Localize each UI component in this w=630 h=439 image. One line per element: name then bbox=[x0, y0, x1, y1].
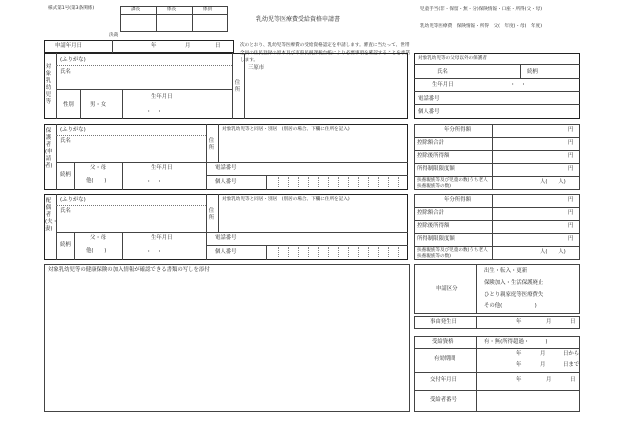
office-validity-label: 有効期間 bbox=[434, 356, 456, 362]
spouse-income-unit: 円 bbox=[568, 197, 574, 203]
guardian-birth-label: 生年月日 bbox=[432, 82, 454, 88]
child-section-label: 対象乳幼児等 bbox=[45, 64, 52, 105]
office-occurrence-year: 年 bbox=[516, 319, 522, 325]
office-issue-date-label: 交付年月日 bbox=[430, 377, 457, 383]
stamp-label-staff: 係員 bbox=[203, 7, 213, 12]
doc-type-child-allowance: 児童手当(非・保留・無・分)保険情報・口座・所得(父・母) bbox=[420, 7, 543, 12]
guardian-birth-separators: ・ ・ bbox=[510, 82, 527, 88]
office-reason-option-3[interactable]: ひとり親家庭等医療費失 bbox=[484, 292, 544, 298]
applicant-income-limit-label: 所得制限限度額 bbox=[417, 166, 455, 172]
form-number: 様式第1号(第3条関係) bbox=[48, 6, 95, 11]
spouse-furigana-label: (ふりがな) bbox=[60, 197, 86, 203]
insurance-note: 対象乳幼児等の健康保険の加入情報が確認できる書類の写しを添付 bbox=[48, 267, 210, 273]
applicant-name-label: 氏名 bbox=[60, 138, 71, 144]
spouse-deduction-unit: 円 bbox=[568, 210, 574, 216]
office-occurrence-day: 日 bbox=[570, 319, 576, 325]
office-recipient-number-label: 受給者番号 bbox=[430, 397, 457, 403]
applicant-birth-label: 生年月日 bbox=[151, 165, 173, 171]
spouse-deduction-label: 控除額合計 bbox=[417, 210, 444, 216]
applicant-dependents-unit: 人( 人) bbox=[540, 179, 566, 185]
applicant-income-unit: 円 bbox=[568, 127, 574, 133]
stamp-label-subchief: 係長 bbox=[167, 7, 177, 12]
form-title: 乳幼児等医療費受給資格申請書 bbox=[256, 16, 341, 23]
doc-type-medical: 乳幼児等医療費 保険情報・所得 父( 年度)・母( 年度) bbox=[420, 24, 543, 29]
guardian-section-label: 対象乳幼児等の父母以外の保護者 bbox=[418, 56, 487, 61]
child-birth-label: 生年月日 bbox=[151, 94, 173, 100]
spouse-other-label[interactable]: 他( ) bbox=[86, 248, 107, 254]
guardian-name-label: 氏名 bbox=[437, 69, 448, 75]
spouse-section-label: 配偶者(夫・妻) bbox=[45, 198, 58, 232]
applicant-personal-number-label: 個人番号 bbox=[215, 179, 237, 185]
applicant-income-limit-unit: 円 bbox=[568, 166, 574, 172]
office-validity-to-month: 月 bbox=[540, 362, 546, 368]
applicant-deduction-label: 控除額合計 bbox=[417, 140, 444, 146]
spouse-address-label: 住所 bbox=[208, 208, 215, 221]
child-address-prefix: 三原市 bbox=[248, 65, 265, 71]
applicant-phone-label: 電話番号 bbox=[215, 165, 237, 171]
office-issue-month: 月 bbox=[546, 377, 552, 383]
office-eligibility-value[interactable]: 有・無(所得超過・ ) bbox=[484, 339, 548, 345]
applicant-relation-label: 続柄 bbox=[60, 172, 71, 178]
child-sex-options[interactable]: 男・女 bbox=[90, 102, 107, 108]
stamp-label-chief: 課長 bbox=[131, 7, 141, 12]
child-section bbox=[44, 53, 408, 119]
applicant-furigana-label: (ふりがな) bbox=[60, 127, 86, 133]
applicant-relation-note: 対象乳幼児等と同居・別居 (別居の場合、下欄に住所を記入) bbox=[222, 127, 350, 132]
spouse-relation-label: 続柄 bbox=[60, 242, 71, 248]
child-birth-separators: ・ ・ bbox=[146, 109, 163, 115]
office-issue-year: 年 bbox=[516, 377, 522, 383]
approval-label: 決裁 bbox=[109, 33, 119, 38]
applicant-net-income-unit: 円 bbox=[568, 153, 574, 159]
spouse-income-limit-unit: 円 bbox=[568, 236, 574, 242]
spouse-income-label: 年分所得額 bbox=[444, 197, 471, 203]
office-validity-from: 日から bbox=[563, 351, 580, 357]
spouse-birth-separators: ・ ・ bbox=[146, 249, 163, 255]
office-occurrence-month: 月 bbox=[546, 319, 552, 325]
office-reason-option-2[interactable]: 保険加入・生活保護廃止 bbox=[484, 280, 544, 286]
applicant-net-income-label: 控除後所得額 bbox=[417, 153, 450, 159]
applicant-dependents-label: 扶養親族等及び児童の数(うち老人扶養親族等の数) bbox=[417, 178, 488, 189]
applicant-address-label: 住所 bbox=[208, 138, 215, 151]
office-validity-to: 日まで bbox=[563, 362, 580, 368]
guardian-relation-label: 続柄 bbox=[527, 69, 538, 75]
office-validity-to-year: 年 bbox=[516, 362, 522, 368]
date-unit-year: 年 bbox=[151, 43, 157, 49]
child-address-label: 住所 bbox=[234, 80, 241, 93]
spouse-relation-options[interactable]: 父・母 bbox=[90, 235, 107, 241]
applicant-income-label: 年分所得額 bbox=[444, 127, 471, 133]
office-validity-from-month: 月 bbox=[540, 351, 546, 357]
office-reason-label: 申請区分 bbox=[436, 286, 458, 292]
spouse-personal-number-label: 個人番号 bbox=[215, 249, 237, 255]
guardian-personal-number-label: 個人番号 bbox=[418, 109, 440, 115]
office-reason-option-1[interactable]: 出生・転入・更新 bbox=[484, 268, 528, 274]
spouse-net-income-unit: 円 bbox=[568, 223, 574, 229]
child-furigana-label: (ふりがな) bbox=[60, 57, 86, 63]
office-eligibility-label: 受給資格 bbox=[432, 339, 454, 345]
spouse-relation-note: 対象乳幼児等と同居・別居 (別居の場合、下欄に住所を記入) bbox=[222, 197, 350, 202]
office-validity-from-year: 年 bbox=[516, 351, 522, 357]
spouse-dependents-unit: 人( 人) bbox=[540, 249, 566, 255]
office-issue-day: 日 bbox=[570, 377, 576, 383]
date-unit-day: 日 bbox=[215, 43, 221, 49]
child-sex-label: 性別 bbox=[63, 102, 74, 108]
spouse-income-limit-label: 所得制限限度額 bbox=[417, 236, 455, 242]
applicant-section-label: 保護者(申請者) bbox=[45, 128, 53, 169]
guardian-phone-label: 電話番号 bbox=[418, 96, 440, 102]
applicant-deduction-unit: 円 bbox=[568, 140, 574, 146]
application-date-label: 申請年月日 bbox=[55, 43, 82, 49]
insurance-box bbox=[44, 264, 410, 412]
spouse-name-label: 氏名 bbox=[60, 208, 71, 214]
applicant-birth-separators: ・ ・ bbox=[146, 179, 163, 185]
child-name-label: 氏名 bbox=[60, 69, 71, 75]
spouse-personal-number-cells[interactable] bbox=[268, 247, 408, 257]
spouse-phone-label: 電話番号 bbox=[215, 235, 237, 241]
applicant-other-label[interactable]: 他( ) bbox=[86, 178, 107, 184]
applicant-personal-number-cells[interactable] bbox=[268, 177, 408, 187]
applicant-relation-options[interactable]: 父・母 bbox=[90, 165, 107, 171]
spouse-net-income-label: 控除後所得額 bbox=[417, 223, 450, 229]
date-unit-month: 月 bbox=[185, 43, 191, 49]
declaration-text: 次のとおり、乳幼児等医療費の受給資格認定を申請します。審査に当たって、世帯全員の住民登録の原本及び市県民税課税台帳により必要事項を確認することを承諾します。 bbox=[240, 43, 410, 63]
spouse-dependents-label: 扶養親族等及び児童の数(うち老人扶養親族等の数) bbox=[417, 248, 488, 259]
spouse-birth-label: 生年月日 bbox=[151, 235, 173, 241]
office-reason-option-4[interactable]: その他( ) bbox=[484, 303, 537, 309]
office-occurrence-label: 事由発生日 bbox=[430, 319, 457, 325]
